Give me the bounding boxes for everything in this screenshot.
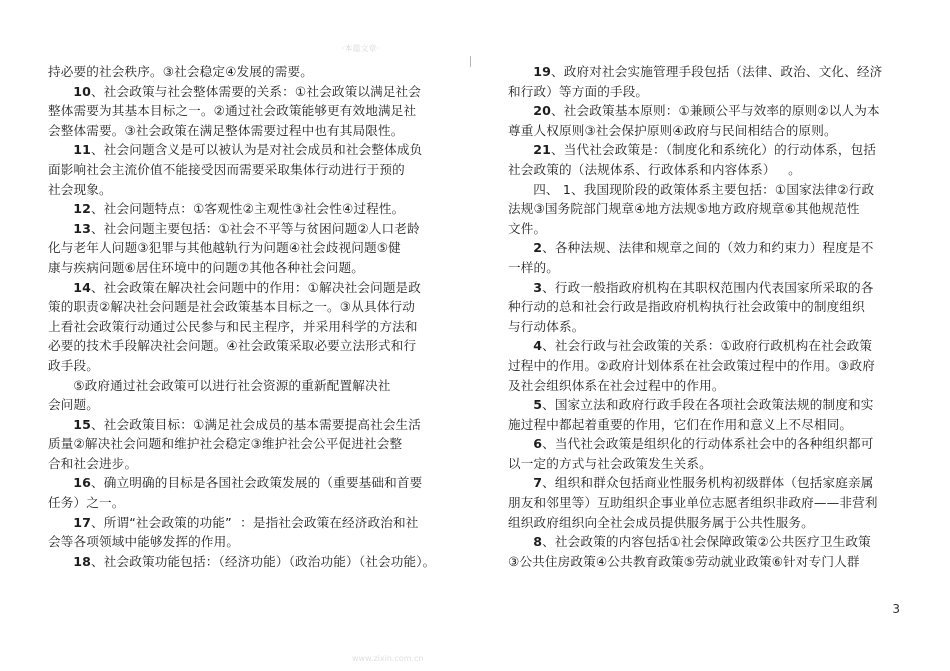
paragraph-text: 、社会问题特点：①客观性②主观性③社会性④过程性。 xyxy=(91,201,405,217)
item-number: 11 xyxy=(73,142,92,158)
right-column xyxy=(508,62,888,571)
paragraph xyxy=(508,434,888,473)
paragraph-text: 、社会政策的内容包括①社会保障政策②公共医疗卫生政策 ③公共住房政策④公共教育政策⑤劳动就业政策⑥针对专门人群 xyxy=(508,534,871,569)
paragraph-text: 、社会政策基本原则：①兼顾公平与效率的原则②以人为本 尊重人权原则③社会保护原则④政府与民间相结合的原则。 xyxy=(508,103,880,138)
item-number: 16 xyxy=(73,475,92,491)
paragraph-text: 、确立明确的目标是各国社会政策发展的（重要基础和首要 任务）之一。 xyxy=(48,475,423,511)
paragraph xyxy=(48,278,448,376)
paragraph xyxy=(48,376,448,415)
paragraph xyxy=(508,238,888,277)
item-number: 21 xyxy=(533,142,552,158)
footer-watermark: www.zixin.com.cn xyxy=(352,654,424,663)
paragraph-text: 、社会政策在解决社会问题中的作用：①解决社会问题是政 策的职责②解决社会问题是社会政策基本目标之一。③从具体行动 上看社会政策行动通过公民参与和民主程序，并采用科学的方法和 必要的技术手段解决社会问题。④社会政策采取必要立法形式和行 政手段。 xyxy=(48,279,422,373)
paragraph-text: 、国家立法和政府行政手段在各项社会政策法规的制度和实 施过程中都起着重要的作用，它们在作用和意义上不尽相同。 xyxy=(508,397,874,432)
paragraph xyxy=(508,101,888,140)
paragraph-text: 、组织和群众包括商业性服务机构初级群体（包括家庭亲属 朋友和邻里等）互助组织企事业单位志愿者组织非政府——非营利 组织政府组织向全社会成员提供服务属于公共性服务。 xyxy=(508,475,878,530)
paragraph-text: 、所谓“社会政策的功能” ：是指社会政策在经济政治和社 会等各项领域中能够发挥的作用。 xyxy=(48,514,419,550)
item-number: 2 xyxy=(533,240,543,256)
paragraph xyxy=(508,62,888,101)
paragraph xyxy=(48,82,448,141)
paragraph xyxy=(508,180,888,239)
item-number: 8 xyxy=(533,534,543,550)
paragraph xyxy=(48,473,448,512)
paragraph xyxy=(48,140,448,199)
item-number: 14 xyxy=(73,279,92,295)
item-number: 10 xyxy=(73,83,92,99)
left-column xyxy=(48,62,448,571)
paragraph-text: 、各种法规、法律和规章之间的（效力和约束力）程度是不 一样的。 xyxy=(508,240,874,275)
paragraph xyxy=(508,336,888,395)
paragraph xyxy=(508,473,888,532)
paragraph-text: 、社会问题含义是可以被认为是对社会成员和社会整体成负 面影响社会主流价值不能接受因而需要采取集体行动进行于预的 社会现象。 xyxy=(48,142,423,197)
item-number: 19 xyxy=(533,64,552,79)
item-number: 20 xyxy=(533,103,552,119)
paragraph-text: 、社会政策目标：①满足社会成员的基本需要提高社会生活 质量②解决社会问题和维护社会稳定③维护社会公平促进社会整 合和社会进步。 xyxy=(48,416,422,471)
paragraph-text: 、政府对社会实施管理手段包括（法律、政治、文化、经济 和行政）等方面的手段。 xyxy=(508,64,883,99)
paragraph-text: 持必要的社会秩序。③社会稳定④发展的需要。 xyxy=(48,64,314,79)
paragraph-text: 、当代社会政策是组织化的行动体系社会中的各种组织都可 以一定的方式与社会政策发生关系。 xyxy=(508,436,874,471)
paragraph xyxy=(508,278,888,337)
paragraph xyxy=(48,415,448,474)
paragraph-text: 、社会问题主要包括：①社会不平等与贫困问题②人口老龄 化与老年人问题③犯罪与其他越轨行为问题④社会歧视问题⑤健 康与疾病问题⑥居住环境中的问题⑦其他各种社会问题。 xyxy=(48,220,420,275)
item-number: 3 xyxy=(533,279,543,295)
paragraph-text: 、社会行政与社会政策的关系：①政府行政机构在社会政策 过程中的作用。②政府计划体系在社会政策过程中的作用。③政府 及社会组织体系在社会过程中的作用。 xyxy=(508,338,875,393)
item-number: 17 xyxy=(73,514,92,530)
paragraph xyxy=(508,395,888,434)
paragraph xyxy=(48,199,448,219)
item-number: 18 xyxy=(73,553,92,569)
item-number: 4 xyxy=(533,338,543,354)
paragraph xyxy=(48,552,448,572)
paragraph-text: ⑤政府通过社会政策可以进行社会资源的重新配置解决社 会问题。 xyxy=(48,377,391,413)
item-number: 6 xyxy=(533,436,543,452)
paragraph xyxy=(508,532,888,571)
paragraph-text: 、社会政策与社会整体需要的关系：①社会政策以满足社会 整体需要为其基本目标之一。②通过社会政策能够更有效地满足社 会整体需要。③社会政策在满足整体需要过程中也有其局限性。 xyxy=(48,83,422,138)
header-watermark: ·本篇文章· xyxy=(342,44,380,53)
paragraph-text: 四、 1、我国现阶段的政策体系主要包括：①国家法律②行政 法规③国务院部门规章④地方法规⑤地方政府规章⑥其他规范性 文件。 xyxy=(508,181,875,236)
paragraph xyxy=(48,219,448,278)
scan-mark xyxy=(470,56,471,67)
paragraph-text: 、社会政策功能包括：（经济功能）（政治功能）（社会功能）。 xyxy=(91,553,436,569)
paragraph-text: 、行政一般指政府机构在其职权范围内代表国家所采取的各 种行动的总和社会行政是指政府机构执行社会政策中的制度组织 与行动体系。 xyxy=(508,279,874,334)
paragraph xyxy=(508,140,888,179)
page-number: 3 xyxy=(892,602,900,616)
paragraph xyxy=(48,62,448,82)
item-number: 13 xyxy=(73,220,92,236)
item-number: 12 xyxy=(73,201,92,217)
paragraph-text: 、当代社会政策是：（制度化和系统化）的行动体系，包括 社会政策的（法规体系、行政体系和内容体系） 。 xyxy=(508,142,877,177)
item-number: 5 xyxy=(533,397,543,413)
item-number: 15 xyxy=(73,416,92,432)
paragraph xyxy=(48,513,448,552)
item-number: 7 xyxy=(533,475,543,491)
